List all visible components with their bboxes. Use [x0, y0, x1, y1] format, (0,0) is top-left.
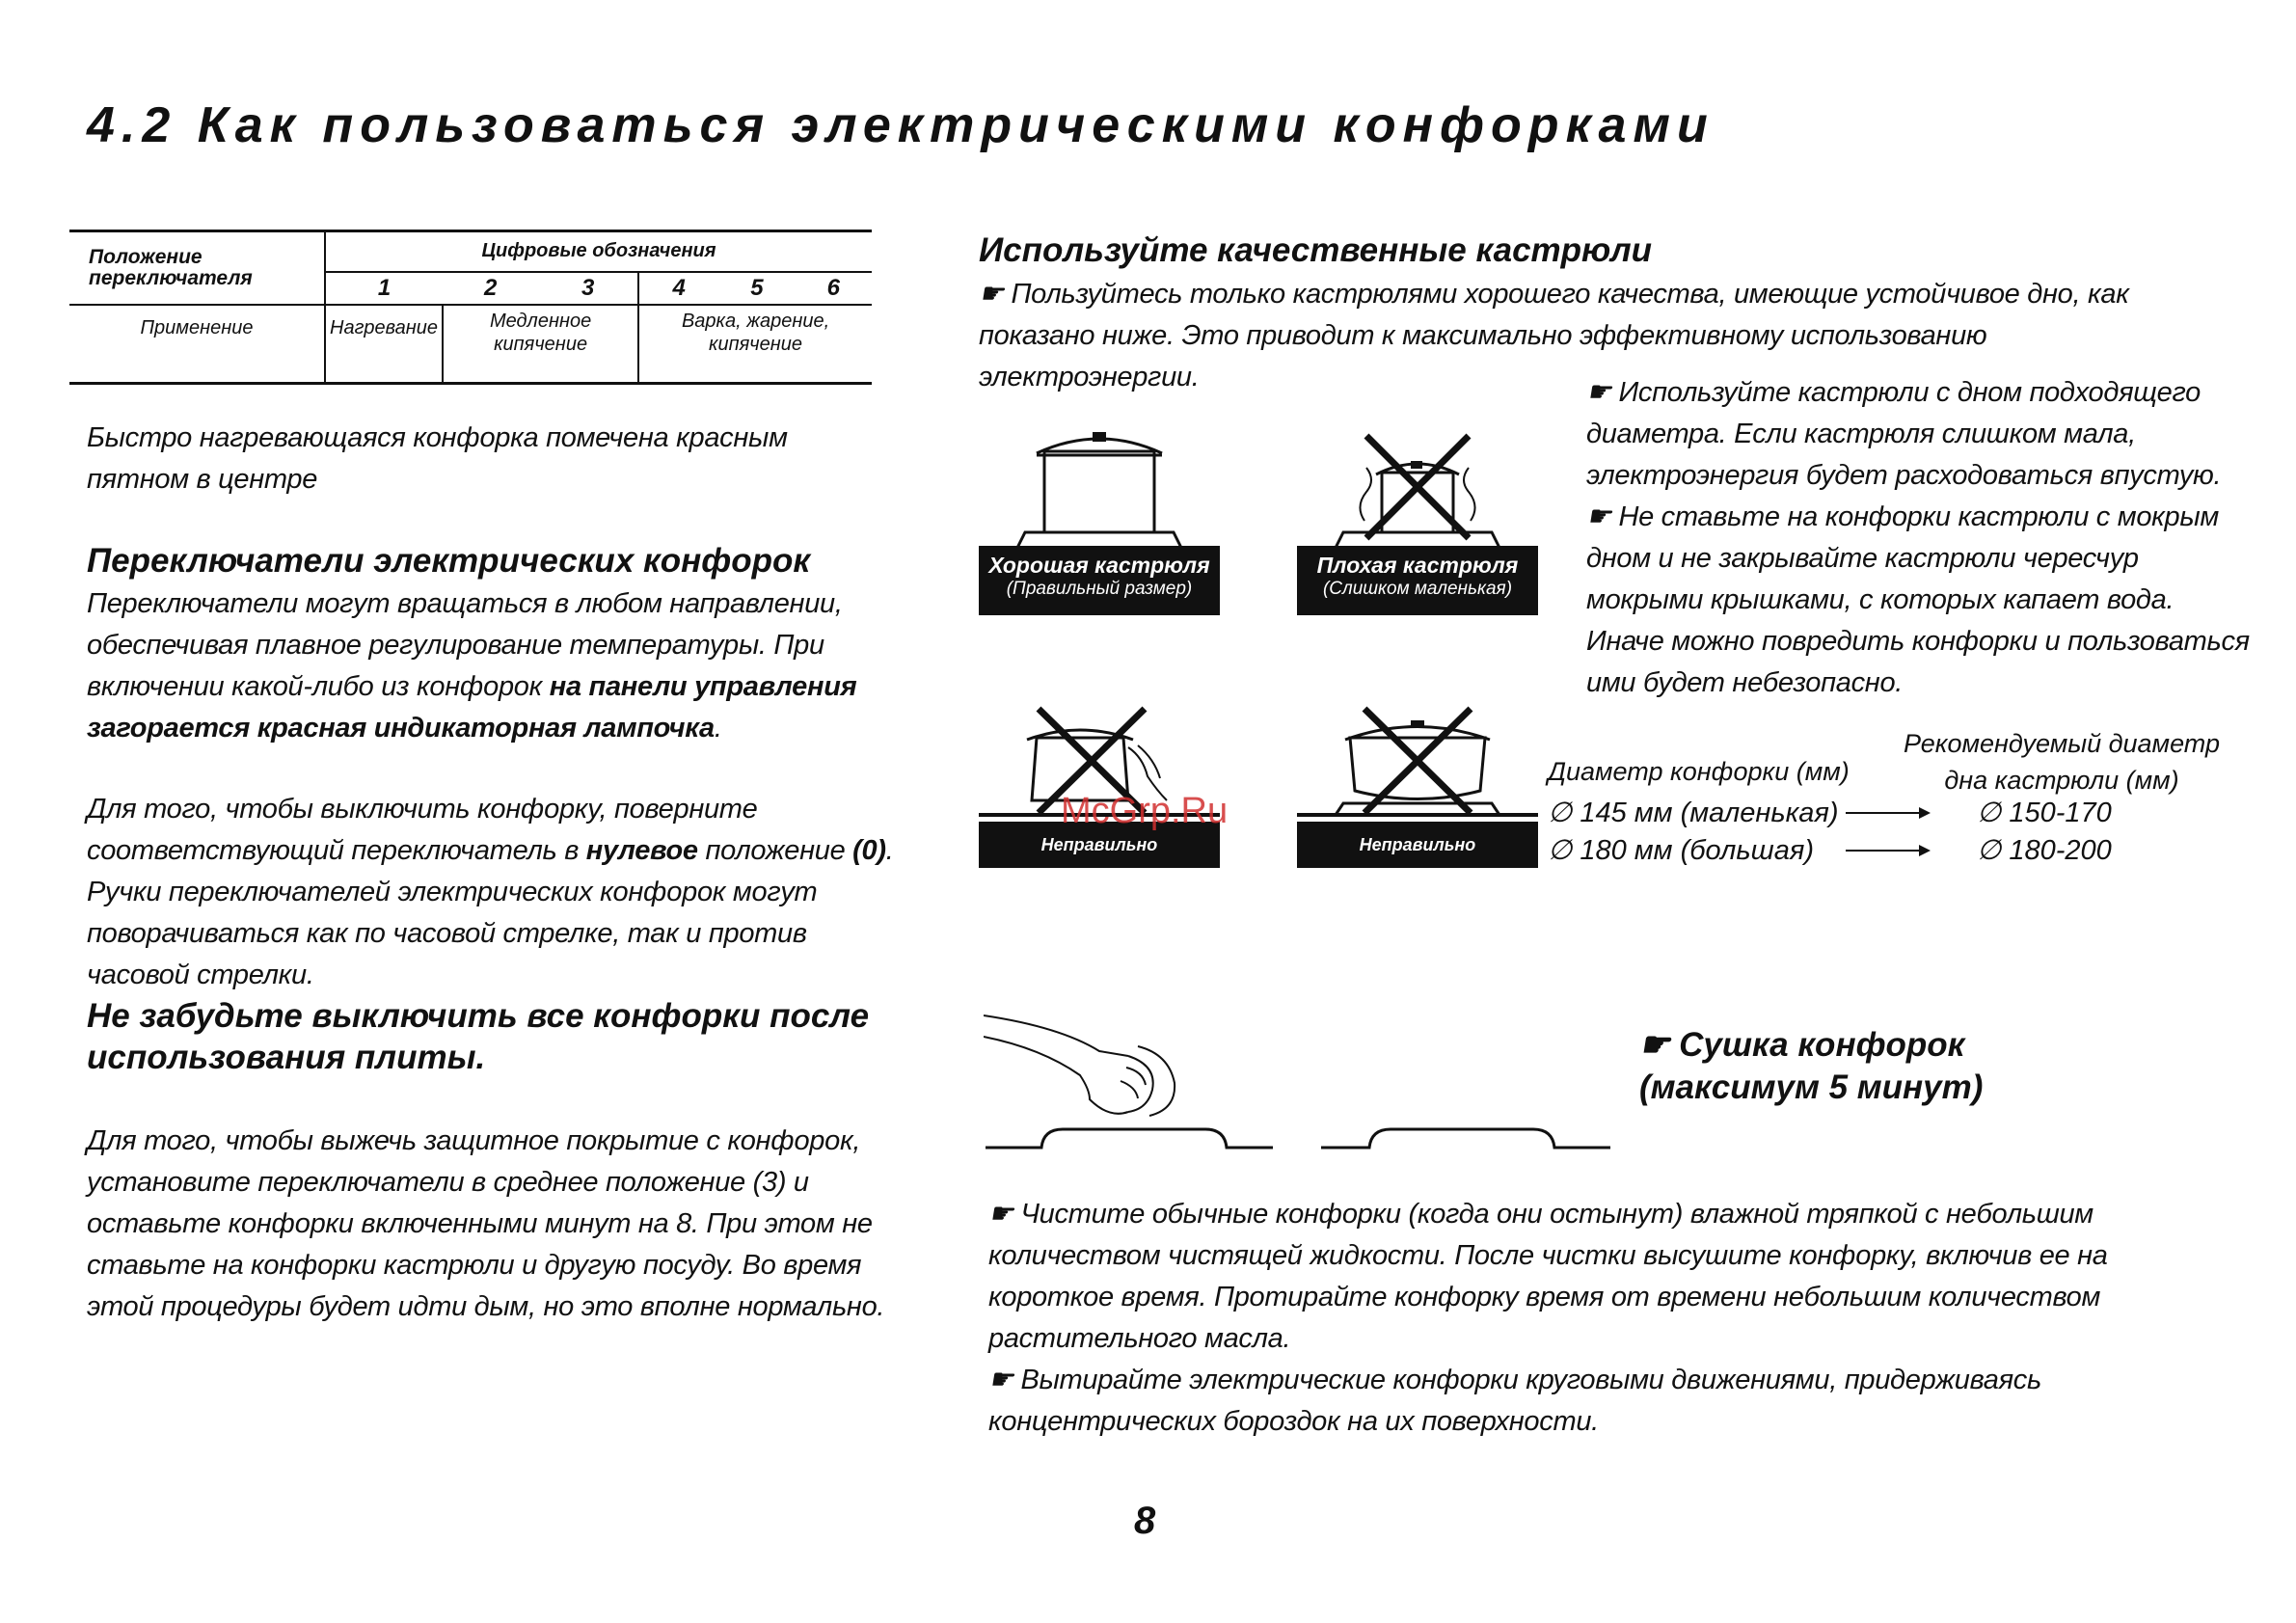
fast-burner-note: Быстро нагревающаяся конфорка помечена красным пятном в центре [87, 422, 788, 495]
good-pan-title: Хорошая кастрюля [988, 553, 1210, 578]
diameter-arrows [1844, 802, 1932, 870]
switches-paragraph-1 [87, 583, 906, 749]
zero-value-text: (0) [852, 835, 886, 866]
switches-p2-text: Для того, чтобы выключить конфорку, поверните соответствующий переключатель в [87, 794, 758, 866]
position-1: 1 [325, 272, 443, 305]
bad-pan-subtitle: (Слишком маленькая) [1322, 579, 1513, 599]
usage-heating: Нагревание [325, 305, 443, 384]
drying-heading: ☛ Сушка конфорок (максимум 5 минут) [1639, 1026, 1984, 1106]
switch-off-warning: Не забудьте выключить все конфорки после использования плиты. [87, 997, 870, 1076]
pans-heading: Используйте качественные кастрюли [979, 231, 1653, 269]
position-4: 4 [638, 272, 718, 305]
pans-bullet-size: ☛ Используйте кастрюли с дном подходящего диаметра. Если кастрюля слишком мала, электроэнергия будет расходоваться впустую. [1586, 377, 2222, 491]
usage-cook: Варка, жарение, кипячение [638, 305, 872, 384]
position-6: 6 [796, 272, 872, 305]
position-2: 2 [443, 272, 538, 305]
large-burner-diameter: ∅ 180 мм (большая) [1548, 835, 1814, 866]
large-pan-diameter: ∅ 180-200 [1977, 835, 2112, 866]
wrong-title-2: Неправильно [1359, 835, 1476, 854]
switches-p2-mid: положение [697, 835, 853, 866]
watermark: McGrp.Ru [1061, 791, 1229, 831]
pans-intro: ☛ Пользуйтесь только кастрюлями хорошего качества, имеющие устойчивое дно, как показано ниже. Это приводит к максимально эффективному использованию электроэнергии. [979, 279, 2129, 392]
small-pan-diameter: ∅ 150-170 [1977, 798, 2112, 828]
usage-label: Применение [69, 305, 325, 384]
switches-paragraph-2 [87, 789, 906, 996]
switches-p1-end: . [714, 713, 722, 744]
bad-pan-title: Плохая кастрюля [1316, 553, 1519, 578]
cleaning-bullet-1: ☛ Чистите обычные конфорки (когда они остынут) влажной тряпкой с небольшим количеством чистящей жидкости. После чистки высушите конфорку, включив ее на короткое время. Протирайте конфорку время от времени небольшим количеством растительного масла. [988, 1199, 2108, 1354]
switch-position-table [69, 230, 872, 385]
recommended-pan-diameter-header: Рекомендуемый диаметр дна кастрюли (мм) [1904, 729, 2220, 795]
bad-pan-label [1297, 548, 1538, 615]
wrong-pan-illustration-2 [1297, 699, 1538, 829]
page-number: 8 [1134, 1500, 1156, 1542]
good-pan-subtitle: (Правильный размер) [1006, 579, 1193, 599]
page-title: 4.2 Как пользоваться электрическими конфорками [87, 97, 1715, 153]
pans-bullet-wet: ☛ Не ставьте на конфорки кастрюли с мокрым дном и не закрывайте кастрюли чересчур мокрыми крышками, с которых капает вода. Иначе можно повредить конфорки и пользоваться ими будет небезопасно. [1586, 501, 2250, 698]
position-5: 5 [718, 272, 795, 305]
small-burner-diameter: ∅ 145 мм (маленькая) [1548, 798, 1839, 828]
indicator-lamp-text: на панели управления загорается красная индикаторная лампочка [87, 671, 857, 744]
burner-diameter-header: Диаметр конфорки (мм) [1548, 757, 1850, 786]
switches-heading: Переключатели электрических конфорок [87, 542, 811, 580]
burner-drying-illustration [984, 998, 1620, 1172]
position-3: 3 [538, 272, 638, 305]
switches-p2-end: . Ручки переключателей электрических конфорок могут поворачиваться как по часовой стрелке, так и против часовой стрелки. [87, 835, 894, 990]
zero-position-text: нулевое [585, 835, 698, 866]
table-row-header: Положение переключателя [69, 231, 325, 305]
burnin-paragraph: Для того, чтобы выжечь защитное покрытие с конфорок, установите переключатели в среднее положение (3) и оставьте конфорки включенными минут на 8. При этом не ставьте на конфорки кастрюли и другую посуду. Во время этой процедуры будет идти дым, но это вполне нормально. [87, 1125, 885, 1322]
wrong-title-1: Неправильно [1040, 835, 1158, 854]
switches-p1-text: Переключатели могут вращаться в любом направлении, обеспечивая плавное регулирование температуры. При включении какой-либо из конфорок [87, 588, 843, 702]
table-group-header: Цифровые обозначения [325, 231, 872, 272]
cleaning-bullet-2: ☛ Вытирайте электрические конфорки круговыми движениями, придерживаясь концентрических бороздок на их поверхности. [988, 1365, 2041, 1437]
usage-slow-boil: Медленное кипячение [443, 305, 638, 384]
good-pan-label [979, 548, 1220, 615]
wrong-label-2 [1297, 822, 1538, 868]
